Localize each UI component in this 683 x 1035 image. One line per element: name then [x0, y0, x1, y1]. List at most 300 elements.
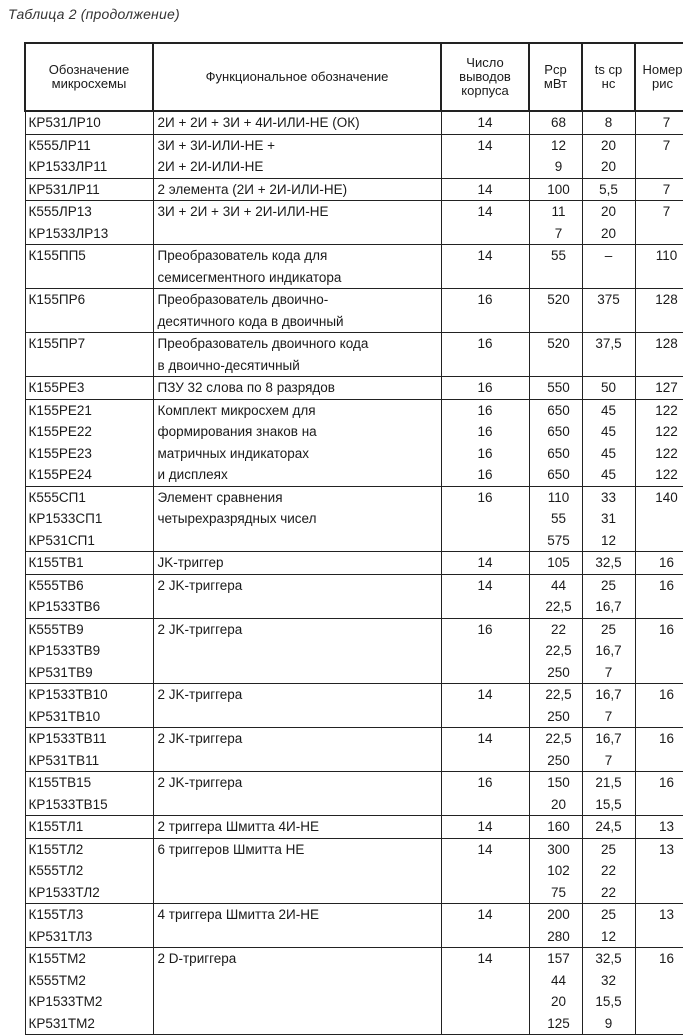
- cell-code-line: К155РЕ23: [26, 443, 153, 465]
- cell-pins-line: 14: [442, 904, 529, 926]
- cell-function-line: Преобразователь двоичного кода: [154, 333, 441, 355]
- cell-page-line: 16: [636, 684, 683, 706]
- cell-function-line: 2 триггера Шмитта 4И-НЕ: [154, 816, 441, 838]
- cell-delay-line: 24,5: [583, 816, 635, 838]
- cell-page: [635, 728, 683, 772]
- cell-power-line: 75: [530, 882, 582, 904]
- cell-pins: [441, 574, 529, 618]
- cell-code-line: К555ТВ9: [26, 619, 153, 641]
- cell-delay-line: 21,5: [583, 772, 635, 794]
- cell-page: [635, 904, 683, 948]
- table-row: [25, 111, 683, 134]
- cell-delay-line: 12: [583, 530, 635, 552]
- cell-function-line: ПЗУ 32 слова по 8 разрядов: [154, 377, 441, 399]
- cell-function-line: 3И + 3И-ИЛИ-НЕ +: [154, 135, 441, 157]
- cell-function-line: 2 D-триггера: [154, 948, 441, 970]
- cell-function: [153, 728, 441, 772]
- cell-power: [529, 399, 582, 486]
- cell-power-line: 55: [530, 245, 582, 267]
- cell-pins-line: 14: [442, 575, 529, 597]
- cell-delay-line: 22: [583, 860, 635, 882]
- cell-page-line: 7: [636, 201, 683, 223]
- header-power: Рср мВт: [529, 43, 582, 111]
- cell-power-line: 44: [530, 575, 582, 597]
- cell-code: [25, 201, 153, 245]
- cell-function-line: 2И + 2И + 3И + 4И-ИЛИ-НЕ (ОК): [154, 112, 441, 134]
- cell-code: [25, 684, 153, 728]
- cell-pins: [441, 377, 529, 400]
- cell-pins-line: 16: [442, 443, 529, 465]
- cell-code: [25, 134, 153, 178]
- cell-function-line: 4 триггера Шмитта 2И-НЕ: [154, 904, 441, 926]
- cell-power: [529, 111, 582, 134]
- cell-pins-line: 14: [442, 201, 529, 223]
- table-row: [25, 289, 683, 333]
- table-row: [25, 178, 683, 201]
- cell-page: [635, 684, 683, 728]
- cell-page: [635, 486, 683, 552]
- cell-delay-line: 5,5: [583, 179, 635, 201]
- cell-page-line: 122: [636, 400, 683, 422]
- cell-function: [153, 948, 441, 1035]
- cell-delay-line: 37,5: [583, 333, 635, 355]
- cell-function: [153, 377, 441, 400]
- cell-delay-line: 25: [583, 839, 635, 861]
- cell-code-line: КР531ЛР10: [26, 112, 153, 134]
- cell-code-line: К155ПП5: [26, 245, 153, 267]
- cell-code-line: К155РЕ24: [26, 464, 153, 486]
- cell-delay: [582, 618, 635, 684]
- cell-function: [153, 289, 441, 333]
- cell-code-line: КР531ТЛ3: [26, 926, 153, 948]
- cell-function: [153, 333, 441, 377]
- cell-page: [635, 245, 683, 289]
- cell-page: [635, 838, 683, 904]
- cell-delay-line: 25: [583, 575, 635, 597]
- cell-delay-line: 25: [583, 619, 635, 641]
- cell-page-line: 128: [636, 289, 683, 311]
- cell-pins: [441, 728, 529, 772]
- cell-page: [635, 377, 683, 400]
- cell-pins-line: 14: [442, 135, 529, 157]
- cell-pins: [441, 552, 529, 575]
- cell-delay-line: 9: [583, 1013, 635, 1035]
- cell-delay: [582, 838, 635, 904]
- cell-function-line: 3И + 2И + 3И + 2И-ИЛИ-НЕ: [154, 201, 441, 223]
- cell-pins-line: 16: [442, 464, 529, 486]
- cell-power: [529, 838, 582, 904]
- cell-power: [529, 816, 582, 839]
- cell-pins-line: 16: [442, 619, 529, 641]
- cell-power-line: 22,5: [530, 596, 582, 618]
- cell-pins: [441, 111, 529, 134]
- cell-power-line: 650: [530, 443, 582, 465]
- cell-delay: [582, 816, 635, 839]
- cell-power-line: 22: [530, 619, 582, 641]
- cell-delay: [582, 399, 635, 486]
- cell-code-line: КР531ЛР11: [26, 179, 153, 201]
- cell-power-line: 22,5: [530, 684, 582, 706]
- cell-function: [153, 552, 441, 575]
- cell-page: [635, 134, 683, 178]
- cell-power-line: 250: [530, 706, 582, 728]
- cell-pins-line: 14: [442, 728, 529, 750]
- cell-power: [529, 134, 582, 178]
- cell-delay-line: 50: [583, 377, 635, 399]
- header-delay: ts ср нс: [582, 43, 635, 111]
- cell-function: [153, 201, 441, 245]
- cell-delay: [582, 111, 635, 134]
- cell-delay-line: 32,5: [583, 552, 635, 574]
- cell-page-line: 16: [636, 772, 683, 794]
- cell-power: [529, 728, 582, 772]
- cell-power-line: 280: [530, 926, 582, 948]
- cell-delay-line: 15,5: [583, 794, 635, 816]
- cell-page: [635, 289, 683, 333]
- cell-function-line: 2 JK-триггера: [154, 728, 441, 750]
- cell-page-line: 7: [636, 179, 683, 201]
- cell-delay-line: 25: [583, 904, 635, 926]
- cell-function: [153, 772, 441, 816]
- cell-delay-line: 12: [583, 926, 635, 948]
- cell-function-line: семисегментного индикатора: [154, 267, 441, 289]
- cell-power-line: 125: [530, 1013, 582, 1035]
- cell-delay-line: 20: [583, 135, 635, 157]
- cell-function: [153, 618, 441, 684]
- cell-pins-line: 16: [442, 400, 529, 422]
- header-function: Функциональное обозначение: [153, 43, 441, 111]
- cell-page: [635, 399, 683, 486]
- cell-function-line: 2 JK-триггера: [154, 772, 441, 794]
- cell-code-line: К555ЛР11: [26, 135, 153, 157]
- cell-pins-line: 16: [442, 772, 529, 794]
- table-row: [25, 574, 683, 618]
- cell-function-line: 2И + 2И-ИЛИ-НЕ: [154, 156, 441, 178]
- cell-code-line: КР531ТМ2: [26, 1013, 153, 1035]
- table-caption: Таблица 2 (продолжение): [8, 6, 180, 22]
- cell-page-line: 16: [636, 948, 683, 970]
- cell-delay-line: 16,7: [583, 596, 635, 618]
- cell-pins-line: 16: [442, 421, 529, 443]
- cell-code: [25, 486, 153, 552]
- cell-delay-line: 7: [583, 662, 635, 684]
- cell-power-line: 110: [530, 487, 582, 509]
- cell-code-line: КР531ТВ9: [26, 662, 153, 684]
- cell-code: [25, 618, 153, 684]
- cell-pins: [441, 245, 529, 289]
- cell-delay-line: 7: [583, 706, 635, 728]
- cell-pins-line: 14: [442, 839, 529, 861]
- cell-page: [635, 948, 683, 1035]
- cell-delay-line: 45: [583, 443, 635, 465]
- cell-function-line: в двоично-десятичный: [154, 355, 441, 377]
- cell-delay-line: 32,5: [583, 948, 635, 970]
- cell-page-line: 13: [636, 839, 683, 861]
- cell-power-line: 55: [530, 508, 582, 530]
- cell-function-line: 2 JK-триггера: [154, 684, 441, 706]
- cell-function: [153, 574, 441, 618]
- cell-code-line: К155ТМ2: [26, 948, 153, 970]
- cell-pins: [441, 838, 529, 904]
- cell-power-line: 22,5: [530, 728, 582, 750]
- cell-function: [153, 399, 441, 486]
- cell-page-line: 16: [636, 728, 683, 750]
- cell-code-line: КР1533ЛР13: [26, 223, 153, 245]
- chip-table: [24, 42, 683, 1035]
- table-row: [25, 904, 683, 948]
- cell-delay: [582, 904, 635, 948]
- cell-function: [153, 838, 441, 904]
- cell-delay-line: 7: [583, 750, 635, 772]
- cell-page: [635, 618, 683, 684]
- header-pins: Число выводов корпуса: [441, 43, 529, 111]
- cell-function-line: Преобразователь кода для: [154, 245, 441, 267]
- cell-pins-line: 16: [442, 289, 529, 311]
- cell-pins: [441, 178, 529, 201]
- cell-pins: [441, 772, 529, 816]
- cell-delay-line: 45: [583, 464, 635, 486]
- cell-function-line: 2 JK-триггера: [154, 619, 441, 641]
- cell-delay: [582, 333, 635, 377]
- table-header: [25, 43, 683, 111]
- cell-code-line: К155РЕ3: [26, 377, 153, 399]
- cell-function-line: четырехразрядных чисел: [154, 508, 441, 530]
- cell-power-line: 100: [530, 179, 582, 201]
- cell-delay-line: 375: [583, 289, 635, 311]
- header-code: Обозначение микросхемы: [25, 43, 153, 111]
- cell-code: [25, 574, 153, 618]
- table-row: [25, 377, 683, 400]
- cell-page-line: 122: [636, 443, 683, 465]
- table-row: [25, 838, 683, 904]
- cell-power: [529, 684, 582, 728]
- cell-page: [635, 552, 683, 575]
- table-row: [25, 245, 683, 289]
- table-row: [25, 333, 683, 377]
- cell-page-line: 16: [636, 575, 683, 597]
- cell-delay-line: 20: [583, 223, 635, 245]
- cell-power-line: 550: [530, 377, 582, 399]
- cell-page-line: 140: [636, 487, 683, 509]
- cell-page-line: 13: [636, 816, 683, 838]
- cell-function: [153, 816, 441, 839]
- cell-code: [25, 772, 153, 816]
- table-row: [25, 728, 683, 772]
- cell-page: [635, 333, 683, 377]
- cell-code: [25, 838, 153, 904]
- cell-code-line: КР1533ТВ6: [26, 596, 153, 618]
- cell-page-line: 122: [636, 421, 683, 443]
- cell-code-line: К555ТВ6: [26, 575, 153, 597]
- cell-power-line: 12: [530, 135, 582, 157]
- cell-pins-line: 16: [442, 377, 529, 399]
- cell-delay: [582, 134, 635, 178]
- cell-delay: [582, 245, 635, 289]
- cell-power: [529, 245, 582, 289]
- cell-delay-line: 20: [583, 201, 635, 223]
- table-row: [25, 618, 683, 684]
- cell-code-line: К155ТЛ3: [26, 904, 153, 926]
- cell-code-line: КР1533ТВ11: [26, 728, 153, 750]
- cell-power: [529, 486, 582, 552]
- cell-code: [25, 552, 153, 575]
- cell-delay-line: 16,7: [583, 640, 635, 662]
- cell-pins: [441, 134, 529, 178]
- cell-power-line: 9: [530, 156, 582, 178]
- table-row: [25, 816, 683, 839]
- cell-delay-line: 45: [583, 421, 635, 443]
- cell-delay: [582, 684, 635, 728]
- cell-page-line: 7: [636, 135, 683, 157]
- cell-code: [25, 904, 153, 948]
- cell-delay-line: 8: [583, 112, 635, 134]
- cell-function-line: матричных индикаторах: [154, 443, 441, 465]
- cell-delay: [582, 178, 635, 201]
- cell-page: [635, 178, 683, 201]
- table-row: [25, 684, 683, 728]
- cell-page-line: 127: [636, 377, 683, 399]
- cell-pins: [441, 333, 529, 377]
- cell-code-line: КР1533ТМ2: [26, 991, 153, 1013]
- cell-power-line: 20: [530, 991, 582, 1013]
- cell-power-line: 520: [530, 333, 582, 355]
- cell-function: [153, 904, 441, 948]
- cell-pins: [441, 816, 529, 839]
- table-row: [25, 772, 683, 816]
- cell-code-line: К155ТЛ2: [26, 839, 153, 861]
- cell-pins: [441, 289, 529, 333]
- cell-delay-line: 45: [583, 400, 635, 422]
- cell-pins-line: 14: [442, 552, 529, 574]
- table-row: [25, 201, 683, 245]
- cell-code-line: К155РЕ22: [26, 421, 153, 443]
- cell-power-line: 200: [530, 904, 582, 926]
- cell-power-line: 650: [530, 400, 582, 422]
- cell-code: [25, 245, 153, 289]
- cell-page: [635, 816, 683, 839]
- cell-power: [529, 574, 582, 618]
- cell-page-line: 13: [636, 904, 683, 926]
- table-row: [25, 486, 683, 552]
- cell-page-line: 7: [636, 112, 683, 134]
- cell-power-line: 300: [530, 839, 582, 861]
- cell-function: [153, 134, 441, 178]
- cell-delay: [582, 574, 635, 618]
- cell-code-line: К555ТЛ2: [26, 860, 153, 882]
- header-page: Номер рис: [635, 43, 683, 111]
- cell-function-line: десятичного кода в двоичный: [154, 311, 441, 333]
- cell-function: [153, 178, 441, 201]
- cell-pins: [441, 684, 529, 728]
- cell-code-line: К155ТВ15: [26, 772, 153, 794]
- cell-pins: [441, 201, 529, 245]
- cell-delay-line: 22: [583, 882, 635, 904]
- cell-code: [25, 377, 153, 400]
- cell-code-line: КР1533СП1: [26, 508, 153, 530]
- cell-power: [529, 618, 582, 684]
- cell-code: [25, 948, 153, 1035]
- cell-page-line: 16: [636, 619, 683, 641]
- table-row: [25, 948, 683, 1035]
- cell-power-line: 250: [530, 750, 582, 772]
- cell-pins: [441, 399, 529, 486]
- cell-page-line: 128: [636, 333, 683, 355]
- cell-code-line: КР531ТВ10: [26, 706, 153, 728]
- cell-function-line: JK-триггер: [154, 552, 441, 574]
- cell-code-line: К155ТВ1: [26, 552, 153, 574]
- cell-power-line: 68: [530, 112, 582, 134]
- cell-delay-line: 33: [583, 487, 635, 509]
- cell-power-line: 150: [530, 772, 582, 794]
- cell-code-line: КР531ТВ11: [26, 750, 153, 772]
- cell-code: [25, 111, 153, 134]
- cell-pins-line: 14: [442, 245, 529, 267]
- cell-power-line: 650: [530, 421, 582, 443]
- cell-power: [529, 772, 582, 816]
- cell-delay: [582, 289, 635, 333]
- cell-code-line: К555ЛР13: [26, 201, 153, 223]
- cell-page: [635, 201, 683, 245]
- cell-pins-line: 16: [442, 333, 529, 355]
- cell-code-line: К155ПР7: [26, 333, 153, 355]
- cell-power-line: 105: [530, 552, 582, 574]
- cell-code-line: КР1533ТВ10: [26, 684, 153, 706]
- cell-page-line: 122: [636, 464, 683, 486]
- cell-code-line: К555ТМ2: [26, 970, 153, 992]
- cell-delay-line: 16,7: [583, 728, 635, 750]
- cell-code-line: К555СП1: [26, 487, 153, 509]
- cell-power-line: 11: [530, 201, 582, 223]
- cell-page-line: 16: [636, 552, 683, 574]
- cell-code-line: КР531СП1: [26, 530, 153, 552]
- cell-pins-line: 14: [442, 816, 529, 838]
- cell-code-line: КР1533ТВ15: [26, 794, 153, 816]
- cell-power: [529, 201, 582, 245]
- cell-code-line: К155ПР6: [26, 289, 153, 311]
- cell-delay-line: 31: [583, 508, 635, 530]
- cell-code-line: К155РЕ21: [26, 400, 153, 422]
- cell-power: [529, 289, 582, 333]
- cell-power-line: 20: [530, 794, 582, 816]
- table-row: [25, 399, 683, 486]
- cell-code: [25, 399, 153, 486]
- cell-power-line: 575: [530, 530, 582, 552]
- cell-power-line: 102: [530, 860, 582, 882]
- cell-function-line: Комплект микросхем для: [154, 400, 441, 422]
- cell-power-line: 650: [530, 464, 582, 486]
- cell-delay: [582, 201, 635, 245]
- cell-power: [529, 333, 582, 377]
- cell-code-line: КР1533ТВ9: [26, 640, 153, 662]
- cell-function-line: Преобразователь двоично-: [154, 289, 441, 311]
- cell-delay: [582, 552, 635, 575]
- cell-pins: [441, 486, 529, 552]
- cell-delay: [582, 486, 635, 552]
- cell-delay-line: 15,5: [583, 991, 635, 1013]
- cell-power-line: 520: [530, 289, 582, 311]
- cell-delay: [582, 772, 635, 816]
- cell-power: [529, 904, 582, 948]
- cell-code: [25, 178, 153, 201]
- cell-function-line: формирования знаков на: [154, 421, 441, 443]
- cell-pins: [441, 948, 529, 1035]
- cell-delay: [582, 728, 635, 772]
- cell-page: [635, 772, 683, 816]
- cell-function-line: 2 JK-триггера: [154, 575, 441, 597]
- cell-pins-line: 14: [442, 684, 529, 706]
- cell-power-line: 250: [530, 662, 582, 684]
- table-row: [25, 134, 683, 178]
